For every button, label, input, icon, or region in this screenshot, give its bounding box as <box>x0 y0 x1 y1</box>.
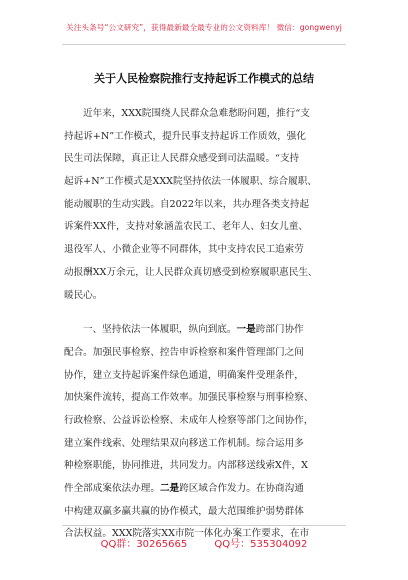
footer-divider <box>62 525 346 526</box>
footer-qq-group: QQ群：30265665 <box>100 539 188 550</box>
text-line: 行政检察、公益诉讼检察、未成年人检察等部门之间协作， <box>64 414 314 426</box>
text-line: 加快案件流转，提高工作效率。加强民事检察与刑事检察、 <box>64 392 314 404</box>
header-banner: 关注头条号“公文研究”，获得最新最全最专业的公文资料库！ 微信：gongwenyj <box>66 23 342 32</box>
text-line: 近年来，XXX院围绕人民群众急难愁盼问题，推行“支 <box>83 108 310 119</box>
text-line <box>64 478 347 501</box>
footer <box>0 535 408 550</box>
footer-qq-number: QQ号：535304092 <box>214 539 308 550</box>
paragraph-gap <box>64 307 347 319</box>
text-line: 种检察职能，协同推进，共同发力。内部移送线索X件，X <box>64 460 308 472</box>
bold-marker: 二是 <box>159 483 180 494</box>
text-line: 民生司法保障，真正让人民群众感受到司法温暖。“支持 <box>64 153 300 165</box>
text-line: 协作，建立支持起诉案件绿色通道，明确案件受理条件， <box>64 369 304 381</box>
bold-marker: 一是 <box>236 324 256 336</box>
header-divider <box>62 44 346 45</box>
text-span: 跨区域合作发力。在协商沟通 <box>179 483 304 494</box>
paragraph-1 <box>64 103 347 307</box>
document-title: 关于人民检察院推行支持起诉工作模式的总结 <box>94 72 314 85</box>
section-heading-text: 一、坚持依法一体履职，纵向到底。 <box>83 324 237 336</box>
text-line: 中构建双赢多赢共赢的协作模式，最大范围维护弱势群体 <box>64 505 304 517</box>
text-line <box>64 319 347 342</box>
text-line: 配合。加强民事检察、控告申诉检察和案件管理部门之间 <box>64 346 304 358</box>
text-span: 跨部门协作 <box>255 324 304 336</box>
document-body <box>64 103 347 546</box>
text-line: 暖民心。 <box>64 289 103 301</box>
text-line: 能动履职的生动实践。自2022年以来，共办理各类支持起 <box>64 198 310 210</box>
text-line: 起诉+N”工作模式是XXX院坚持依法一体履职、综合履职、 <box>64 176 317 188</box>
text-line: 诉案件XX件，支持对象涵盖农民工、老年人、妇女儿童、 <box>64 221 308 233</box>
text-line: 动报酬XX万余元，让人民群众真切感受到检察履职惠民生、 <box>64 266 318 278</box>
text-line: 合法权益。XXX院落实XX市院一体化办案工作要求，在市 <box>64 528 310 540</box>
text-line: 退役军人、小微企业等不同群体，其中支持农民工追索劳 <box>64 244 304 256</box>
text-line: 建立案件线索、处理结果双向移送工作机制。综合运用多 <box>64 437 304 449</box>
paragraph-2 <box>64 319 347 546</box>
text-span: 件全部成案依法办理。 <box>64 483 160 494</box>
text-line: 持起诉+N”工作模式，提升民事支持起诉工作质效，强化 <box>64 130 306 142</box>
